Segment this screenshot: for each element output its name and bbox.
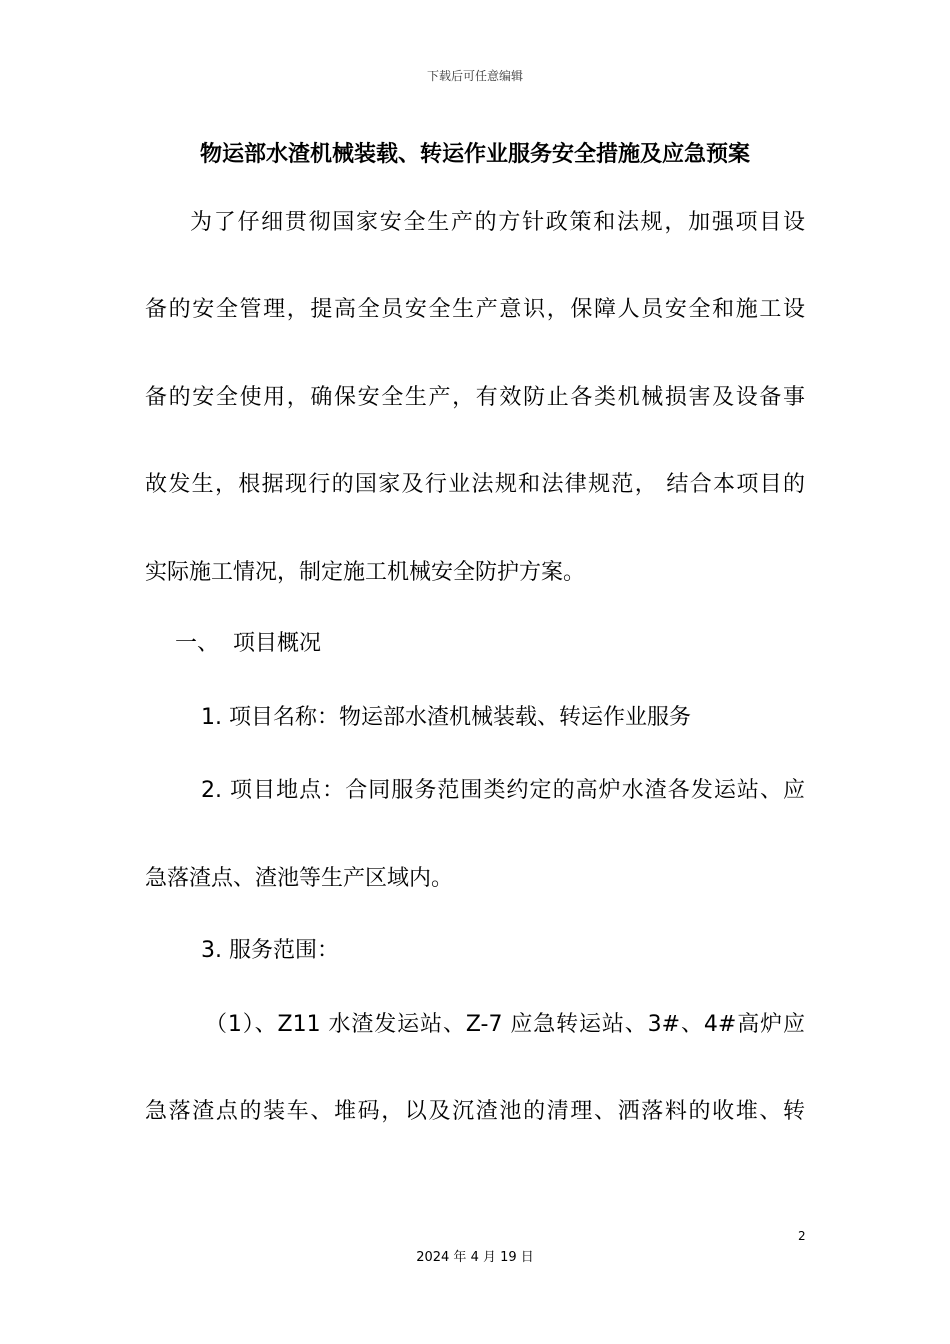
list-item: 1. 项目名称：物运部水渣机械装载、转运作业服务 [201,705,691,730]
list-item: 2. 项目地点：合同服务范围类约定的高炉水渣各发运站、应 [201,778,805,803]
paragraph-line: 故发生，根据现行的国家及行业法规和法律规范， 结合本项目的 [145,472,805,497]
list-item-continuation: 急落渣点、渣池等生产区域内。 [145,866,454,891]
section-heading: 项目概况 [233,631,322,656]
paragraph-line: 备的安全使用，确保安全生产，有效防止各类机械损害及设备事 [145,385,805,410]
list-item: 3. 服务范围： [201,938,339,963]
section-number: 一、 [175,631,220,656]
scope-item: （1）、Z11 水渣发运站、Z-7 应急转运站、3#、4#高炉应 [205,1012,805,1037]
scope-item-continuation: 急落渣点的装车、堆码，以及沉渣池的清理、洒落料的收堆、转 [145,1099,805,1124]
paragraph-line: 实际施工情况，制定施工机械安全防护方案。 [145,560,586,585]
page-number: 2 [798,1229,806,1243]
footer-date: 2024 年 4 月 19 日 [416,1250,534,1265]
document-title: 物运部水渣机械装载、转运作业服务安全措施及应急预案 [199,142,750,167]
header-note: 下载后可任意编辑 [426,69,523,83]
paragraph-line: 备的安全管理，提高全员安全生产意识，保障人员安全和施工设 [145,297,805,322]
paragraph-line: 为了仔细贯彻国家安全生产的方针政策和法规，加强项目设 [190,210,805,235]
